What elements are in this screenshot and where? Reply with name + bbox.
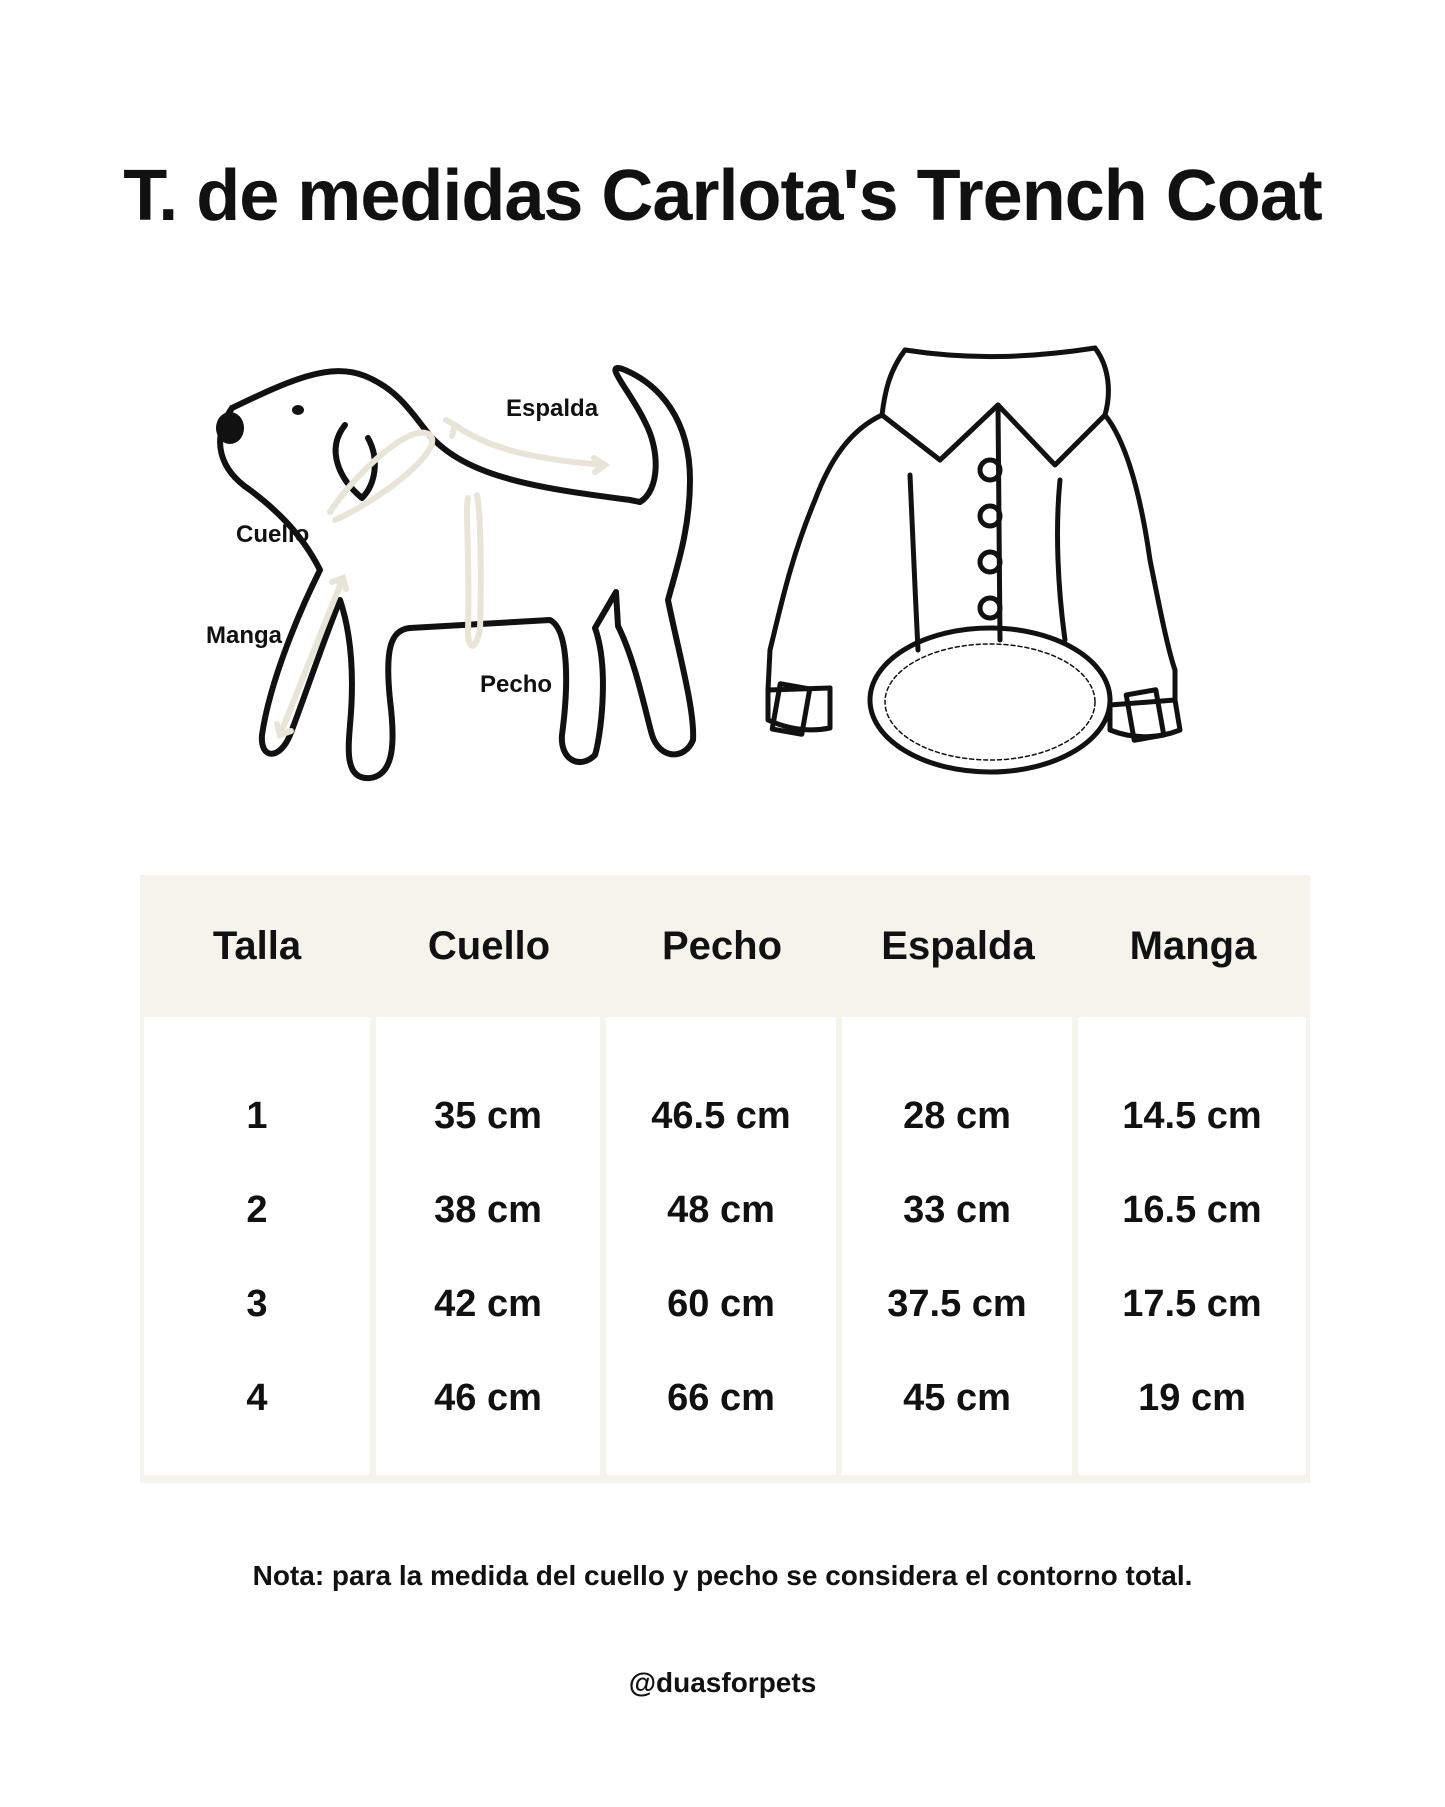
page-title: T. de medidas Carlota's Trench Coat: [123, 156, 1322, 236]
brand-handle: @duasforpets: [628, 1667, 817, 1698]
table-cell: 1: [246, 1095, 268, 1137]
header-pecho: Pecho: [661, 923, 783, 968]
table-cell: 66 cm: [667, 1377, 775, 1419]
column-cuello: [376, 1017, 600, 1475]
label-espalda: Espalda: [506, 395, 599, 422]
table-cell: 46.5 cm: [651, 1095, 791, 1137]
measurement-note: Nota: para la medida del cuello y pecho se considera el contorno total.: [252, 1560, 1193, 1591]
table-cell: 28 cm: [903, 1095, 1011, 1137]
table-cell: 46 cm: [434, 1377, 542, 1419]
table-cell: 14.5 cm: [1122, 1095, 1262, 1137]
measurement-guides: [277, 420, 605, 735]
table-cell: 4: [246, 1377, 268, 1419]
column-pecho: [606, 1017, 836, 1475]
table-header-row: [140, 875, 1310, 1017]
header-espalda: Espalda: [881, 923, 1035, 968]
table-cell: 38 cm: [434, 1189, 542, 1231]
table-cell: 42 cm: [434, 1283, 542, 1325]
right-cuff-buckle-icon: [1126, 690, 1164, 741]
label-cuello: Cuello: [236, 521, 310, 548]
header-manga: Manga: [1129, 923, 1257, 968]
table-cell: 33 cm: [903, 1189, 1011, 1231]
header-talla: Talla: [212, 923, 302, 968]
label-manga: Manga: [206, 622, 283, 649]
table-cell: 48 cm: [667, 1189, 775, 1231]
column-manga: [1078, 1017, 1306, 1475]
column-talla: [144, 1017, 370, 1475]
coat-button-icon: [980, 598, 1000, 618]
table-body: [140, 1017, 1310, 1483]
table-cell: 3: [246, 1283, 268, 1325]
table-cell: 19 cm: [1138, 1377, 1246, 1419]
dog-nose-icon: [216, 412, 244, 444]
table-cell: 16.5 cm: [1122, 1189, 1262, 1231]
table-cell: 37.5 cm: [887, 1283, 1027, 1325]
measurement-illustration: [190, 330, 1270, 810]
table-cell: 35 cm: [434, 1095, 542, 1137]
label-pecho: Pecho: [480, 671, 553, 698]
table-cell: 45 cm: [903, 1377, 1011, 1419]
header-cuello: Cuello: [427, 923, 551, 968]
trench-coat-illustration: [768, 348, 1180, 772]
dog-eye-icon: [292, 405, 304, 415]
table-cell: 2: [246, 1189, 268, 1231]
table-cell: 17.5 cm: [1122, 1283, 1262, 1325]
size-table: [140, 875, 1310, 1483]
table-cell: 60 cm: [667, 1283, 775, 1325]
column-espalda: [842, 1017, 1072, 1475]
